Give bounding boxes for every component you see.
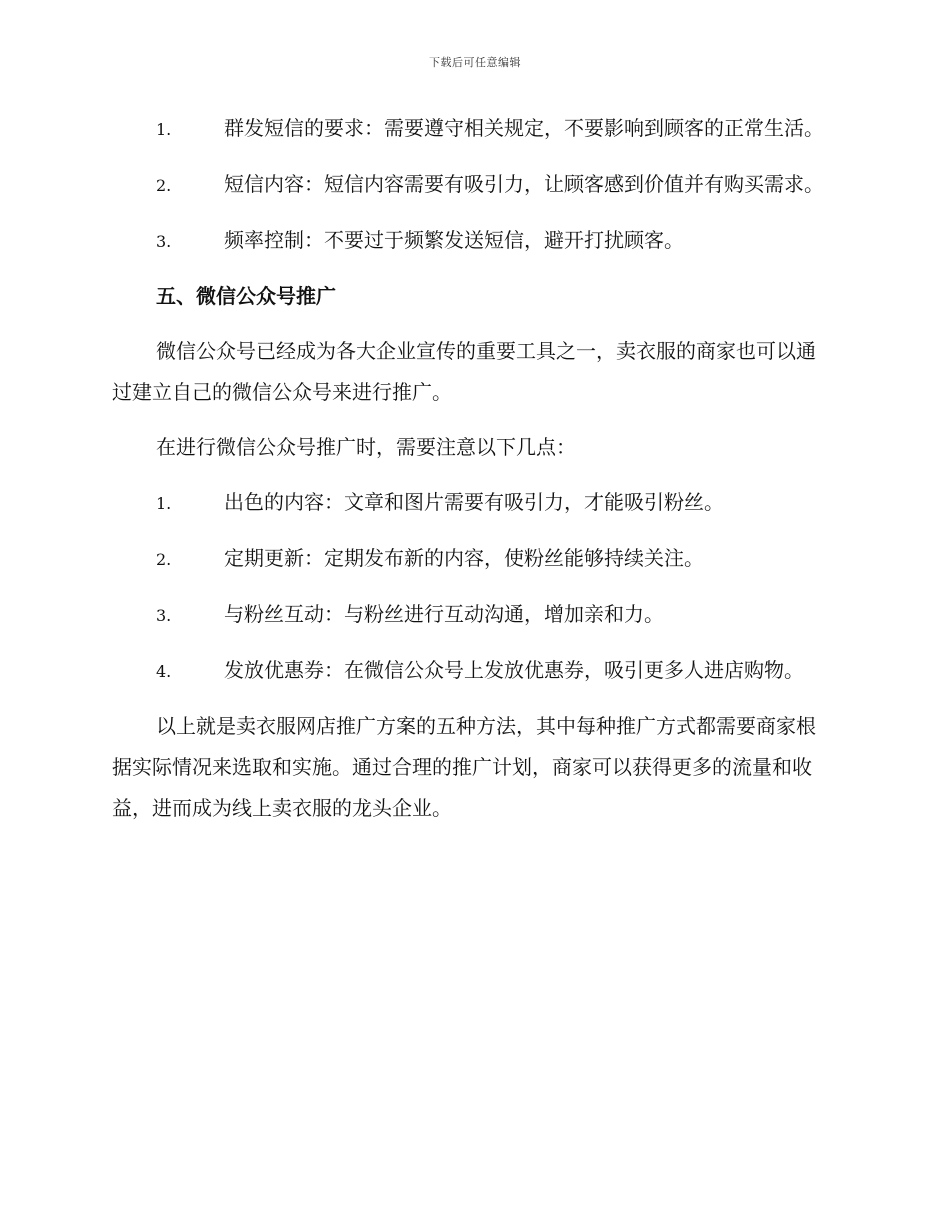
list-number: 2. (156, 550, 172, 569)
list-number: 1. (156, 494, 172, 513)
intro-paragraph: 微信公众号已经成为各大企业宣传的重要工具之一，卖衣服的商家也可以通过建立自己的微信公众号来进行推广。 (112, 339, 816, 404)
page-header: 下载后可任意编辑 (429, 56, 521, 69)
sms-list-item-1 (112, 108, 834, 150)
list-text: 与粉丝互动：与粉丝进行互动沟通，增加亲和力。 (224, 602, 664, 626)
list-number: 2. (156, 176, 172, 195)
list-number: 1. (156, 120, 172, 139)
sms-list-item-2 (112, 164, 834, 206)
list-number: 3. (156, 232, 172, 251)
list-text: 发放优惠券：在微信公众号上发放优惠券，吸引更多人进店购物。 (224, 658, 804, 682)
list-text: 频率控制：不要过于频繁发送短信，避开打扰顾客。 (224, 228, 684, 252)
wechat-list-item-4 (112, 650, 834, 692)
conclusion-paragraph: 以上就是卖衣服网店推广方案的五种方法，其中每种推广方式都需要商家根据实际情况来选取和实施。通过合理的推广计划，商家可以获得更多的流量和收益，进而成为线上卖衣服的龙头企业。 (112, 714, 816, 820)
sms-list-item-3 (112, 220, 834, 262)
list-number: 3. (156, 606, 172, 625)
list-text: 定期更新：定期发布新的内容，使粉丝能够持续关注。 (224, 546, 704, 570)
note-paragraph: 在进行微信公众号推广时，需要注意以下几点： (156, 435, 576, 459)
section-heading: 五、微信公众号推广 (156, 284, 336, 308)
list-number: 4. (156, 662, 172, 681)
wechat-list-item-2 (112, 538, 834, 580)
wechat-list-item-3 (112, 594, 834, 636)
list-text: 短信内容：短信内容需要有吸引力，让顾客感到价值并有购买需求。 (224, 172, 824, 196)
list-text: 出色的内容：文章和图片需要有吸引力，才能吸引粉丝。 (224, 490, 724, 514)
list-text: 群发短信的要求：需要遵守相关规定，不要影响到顾客的正常生活。 (224, 116, 824, 140)
document-body (112, 108, 834, 843)
wechat-list-item-1 (112, 482, 834, 524)
